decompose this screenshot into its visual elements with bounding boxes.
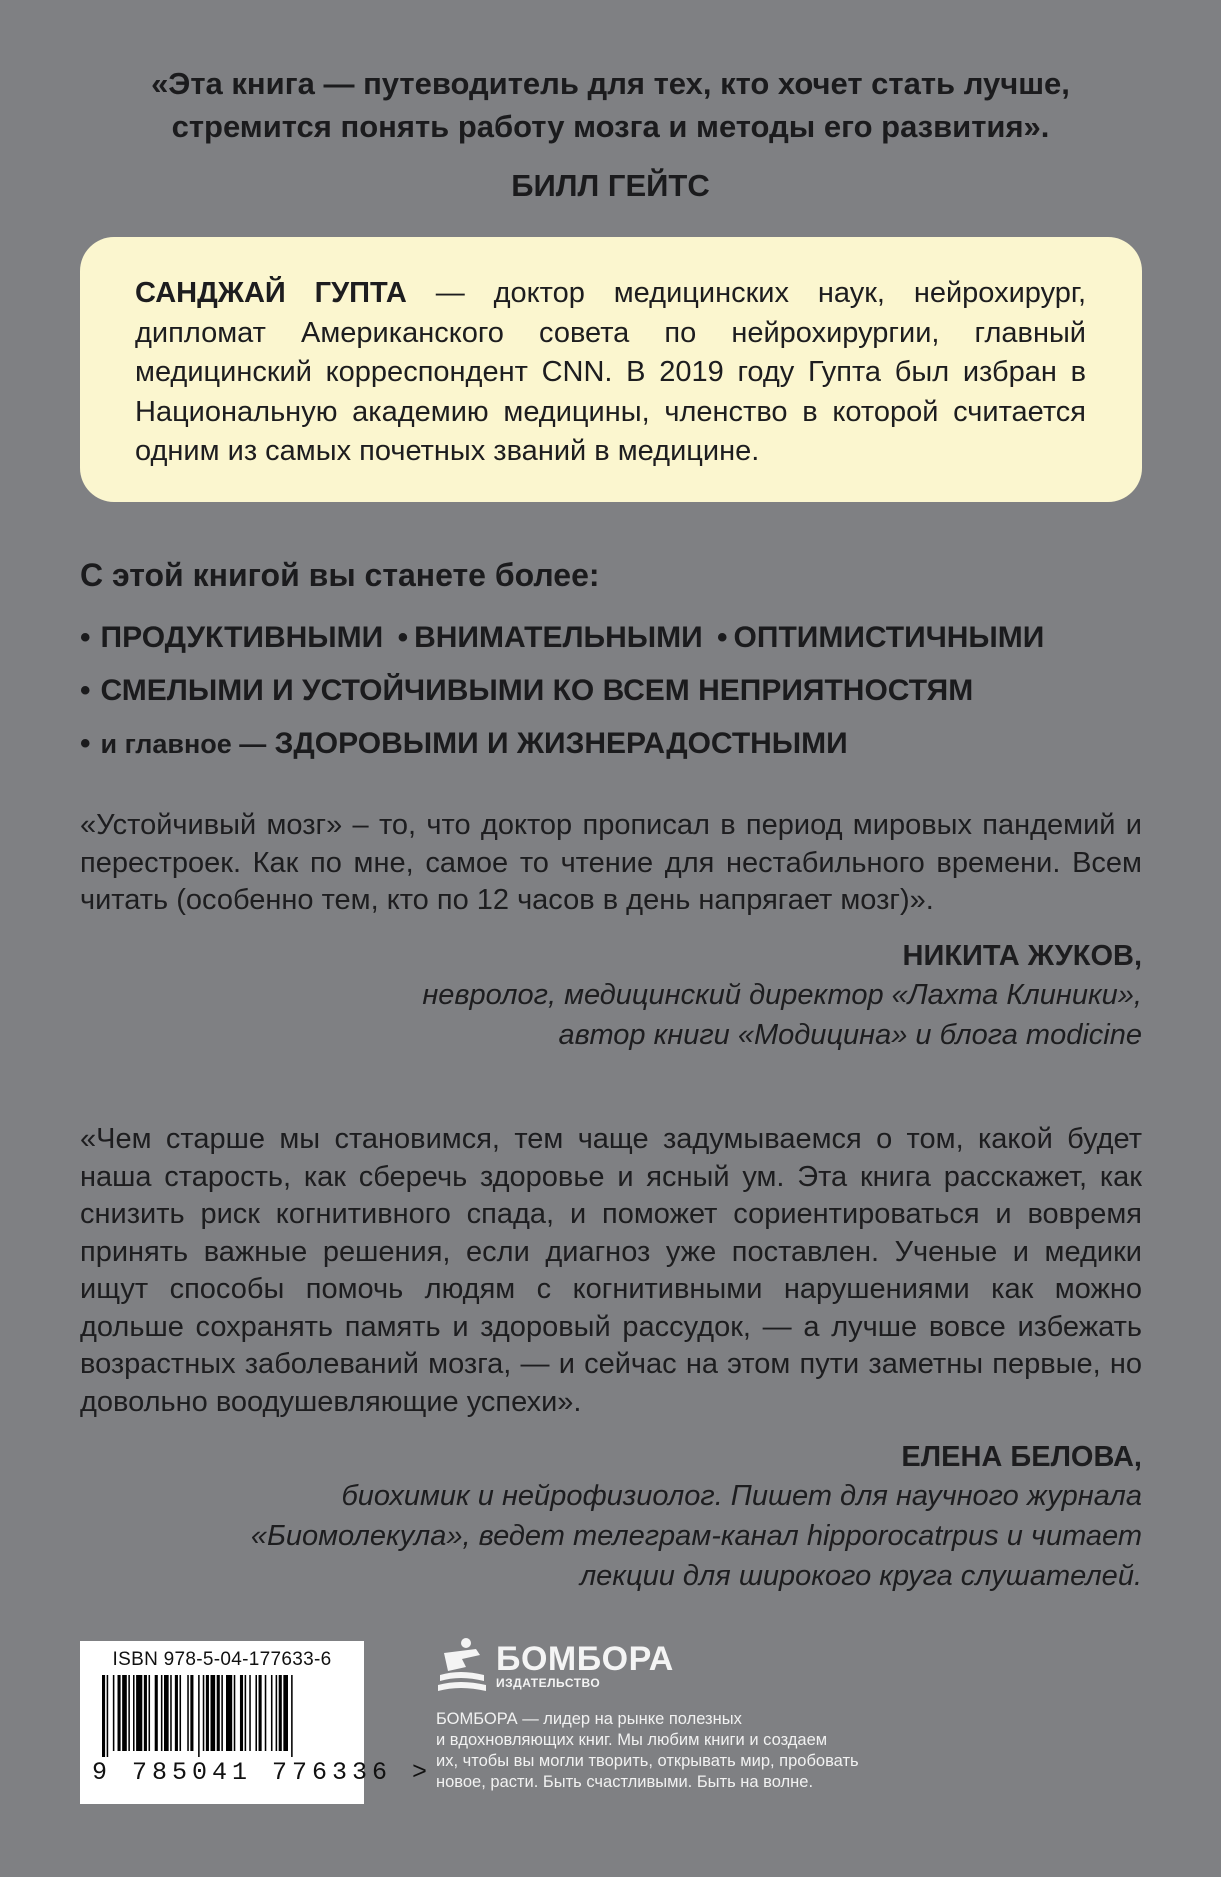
review-author: ЕЛЕНА БЕЛОВА, — [901, 1441, 1142, 1473]
benefit-item: ВНИМАТЕЛЬНЫМИ — [414, 621, 703, 654]
author-name: САНДЖАЙ ГУПТА — [135, 277, 407, 309]
benefit-item: ЗДОРОВЫМИ И ЖИЗНЕРАДОСТНЫМИ — [274, 727, 848, 760]
barcode-bar — [102, 1675, 105, 1757]
barcode-bar — [180, 1675, 182, 1751]
bullet-icon: • — [397, 621, 409, 654]
barcode-bar — [226, 1675, 232, 1751]
top-quote-author: БИЛЛ ГЕЙТС — [511, 168, 710, 203]
barcode-bar — [107, 1675, 109, 1757]
top-quote — [80, 62, 1141, 207]
publisher-line: новое, расти. Быть счастливыми. Быть на волне. — [436, 1773, 814, 1791]
barcode-bar — [203, 1675, 205, 1751]
bullet-icon: • — [717, 621, 728, 654]
barcode-bar — [164, 1675, 169, 1751]
barcode-bar — [249, 1675, 251, 1751]
review-author-role: лекции для широкого круга слушателей. — [579, 1560, 1142, 1592]
review-author-role: биохимик и нейрофизиолог. Пишет для научного журнала — [341, 1480, 1142, 1512]
publisher-logo-icon — [436, 1637, 488, 1695]
barcode-bar — [175, 1675, 178, 1751]
barcode-bar — [245, 1675, 247, 1751]
publisher-block — [436, 1637, 916, 1793]
review-text: «Устойчивый мозг» – то, что доктор прописал в период мировых пандемий и перестроек. Как по мне, самое то чтение для нестабильного времени. Всем читать (особенно тем, кто по 12 часов в день напрягает мозг)». — [80, 809, 1142, 916]
benefit-item: ОПТИМИСТИЧНЫМИ — [733, 621, 1045, 654]
barcode-bar — [161, 1675, 163, 1751]
publisher-line: БОМБОРА — лидер на рынке полезных — [436, 1710, 742, 1728]
publisher-brand: БОМБОРА — [496, 1640, 674, 1678]
review-belova — [80, 1121, 1142, 1596]
barcode-bar — [211, 1675, 216, 1751]
barcode-bar — [283, 1675, 288, 1751]
review-zhukov — [80, 807, 1142, 1055]
barcode-bar — [128, 1675, 130, 1751]
review-author: НИКИТА ЖУКОВ, — [902, 939, 1142, 972]
review-author-role: «Биомолекула», ведет телеграм-канал hipporocatrpus и читает — [250, 1520, 1142, 1552]
benefit-prefix: и главное — — [100, 729, 267, 759]
review-text: «Чем старше мы становимся, тем чаще задумываемся о том, какой будет наша старость, как сберечь здоровье и ясный ум. Эта книга расскажет, как снизить риск когнитивного спада, и поможет сориентироваться и вовремя принять важные решения, если диагноз уже поставлен. Ученые и медики ищут способы помочь людям с когнитивными нарушениями как можно дольше сохранять память и здоровый рассудок, — а лучше вовсе избежать возрастных заболеваний мозга, — и сейчас на этом пути заметны первые, но довольно воодушевляющие успехи». — [80, 1123, 1142, 1418]
benefits-row-1 — [80, 611, 1142, 664]
benefits-row-3 — [80, 717, 1142, 771]
barcode-bar — [240, 1675, 243, 1751]
bullet-icon: • — [80, 621, 91, 654]
barcode-bar — [136, 1675, 142, 1751]
barcode-bar — [265, 1675, 267, 1751]
benefit-item: ПРОДУКТИВНЫМИ — [100, 621, 384, 654]
barcode-digits: 9 785041 776336 > — [92, 1758, 433, 1787]
barcode-bar — [276, 1675, 278, 1751]
benefit-item: СМЕЛЫМИ И УСТОЙЧИВЫМИ КО ВСЕМ НЕПРИЯТНОСТЯМ — [100, 674, 974, 707]
barcode-bar — [133, 1675, 135, 1751]
publisher-description — [436, 1709, 916, 1793]
barcode-bar — [122, 1675, 127, 1751]
author-bio — [135, 274, 1086, 472]
isbn: ISBN 978-5-04-177633-6 — [112, 1649, 332, 1670]
barcode-icon — [98, 1675, 346, 1757]
barcode-bar — [198, 1675, 200, 1757]
barcode-bar — [155, 1675, 158, 1751]
barcode-bar — [144, 1675, 147, 1751]
barcode-bar — [190, 1675, 193, 1751]
barcode-bar — [234, 1675, 236, 1751]
benefits-section — [80, 553, 1142, 771]
barcode-bar — [206, 1675, 209, 1751]
barcode-bar — [187, 1675, 189, 1751]
barcode-bar — [221, 1675, 223, 1751]
barcode-bar — [149, 1675, 151, 1751]
barcode-box — [80, 1641, 433, 1804]
top-quote-line2: стремится понять работу мозга и методы его развития». — [171, 109, 1050, 144]
publisher-sub: ИЗДАТЕЛЬСТВО — [496, 1676, 601, 1690]
bullet-icon: • — [80, 674, 91, 707]
barcode-bar — [217, 1675, 220, 1751]
barcode-bar — [271, 1675, 273, 1751]
barcode-bar — [291, 1675, 293, 1757]
barcode-bar — [255, 1675, 257, 1751]
author-bio-text: — доктор медицинских наук, нейрохирург, дипломат Американского совета по нейрохирургии, главный медицинский корреспондент CNN. В 2019 году Гупта был избран в Национальную академию медицины, членство в которой считается одним из самых почетных званий в медицине. — [135, 277, 1086, 467]
benefits-row-2 — [80, 664, 1142, 717]
publisher-logo — [436, 1637, 916, 1695]
barcode-bar — [118, 1675, 121, 1751]
barcode-bar — [113, 1675, 115, 1751]
publisher-line: их, чтобы вы могли творить, открывать мир, пробовать — [436, 1752, 859, 1770]
barcode-bar — [170, 1675, 172, 1751]
author-bio-box — [80, 237, 1142, 502]
barcode-bar — [259, 1675, 262, 1751]
bullet-icon: • — [80, 727, 91, 760]
benefits-heading: С этой книгой вы станете более: — [80, 557, 600, 593]
barcode-bar — [279, 1675, 282, 1751]
top-quote-line1: «Эта книга — путеводитель для тех, кто хочет стать лучше, — [151, 66, 1070, 101]
review-author-role: невролог, медицинский директор «Лахта Клиники», — [422, 978, 1142, 1011]
publisher-line: и вдохновляющих книг. Мы любим книги и создаем — [436, 1731, 828, 1749]
review-author-role: автор книги «Модицина» и блога modicine — [558, 1018, 1142, 1051]
